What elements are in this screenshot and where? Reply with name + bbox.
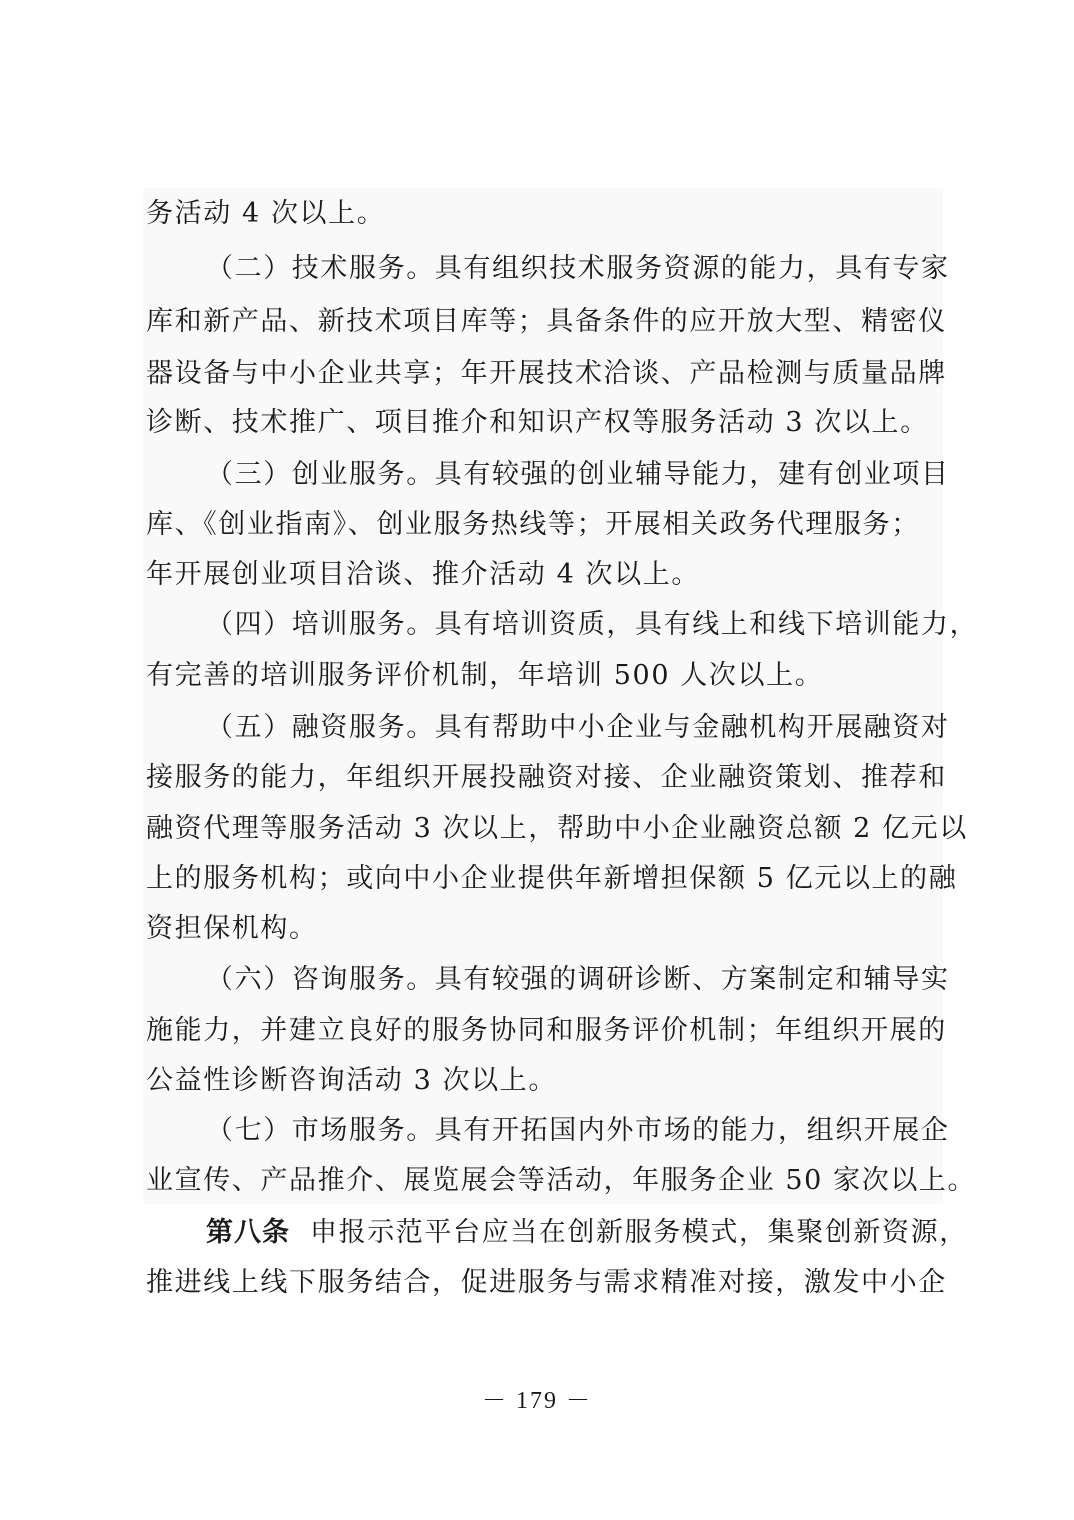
page-body: [143, 188, 943, 1204]
text-line: （二）技术服务。具有组织技术服务资源的能力，具有专家: [206, 253, 950, 284]
text-line: （七）市场服务。具有开拓国内外市场的能力，组织开展企: [206, 1115, 950, 1146]
text-line: （五）融资服务。具有帮助中小企业与金融机构开展融资对: [206, 712, 950, 743]
text-line: 融资代理等服务活动 3 次以上，帮助中小企业融资总额 2 亿元以: [146, 813, 968, 844]
article-line: [146, 1216, 968, 1250]
text-line: 库和新产品、新技术项目库等；具备条件的应开放大型、精密仪: [146, 306, 947, 337]
text-line: （四）培训服务。具有培训资质，具有线上和线下培训能力，: [206, 609, 979, 640]
text-line: 有完善的培训服务评价机制，年培训 500 人次以上。: [146, 660, 824, 691]
text-line: 库、《创业指南》、创业服务热线等；开展相关政务代理服务；: [146, 509, 920, 540]
article-label: 第八条: [206, 1217, 290, 1248]
text-line: （三）创业服务。具有较强的创业辅导能力，建有创业项目: [206, 459, 950, 490]
article-text: 申报示范平台应当在创新服务模式，集聚创新资源，: [310, 1217, 968, 1248]
text-line: 推进线上线下服务结合，促进服务与需求精准对接，激发中小企: [146, 1267, 947, 1298]
text-line: 器设备与中小企业共享；年开展技术洽谈、产品检测与质量品牌: [146, 358, 947, 389]
text-line: 诊断、技术推广、项目推介和知识产权等服务活动 3 次以上。: [146, 407, 929, 438]
text-line: 资担保机构。: [146, 913, 318, 944]
text-line: 施能力，并建立良好的服务协同和服务评价机制；年组织开展的: [146, 1015, 947, 1046]
page-number: － 179 －: [482, 1388, 592, 1414]
text-line: （六）咨询服务。具有较强的调研诊断、方案制定和辅导实: [206, 964, 950, 995]
text-line: 业宣传、产品推介、展览展会等活动，年服务企业 50 家次以上。: [146, 1165, 977, 1196]
text-line: 年开展创业项目洽谈、推介活动 4 次以上。: [146, 559, 700, 590]
text-line: 公益性诊断咨询活动 3 次以上。: [146, 1065, 557, 1096]
text-line: 接服务的能力，年组织开展投融资对接、企业融资策划、推荐和: [146, 762, 947, 793]
text-line: 务活动 4 次以上。: [146, 198, 386, 229]
text-line: 上的服务机构；或向中小企业提供年新增担保额 5 亿元以上的融: [146, 863, 958, 894]
